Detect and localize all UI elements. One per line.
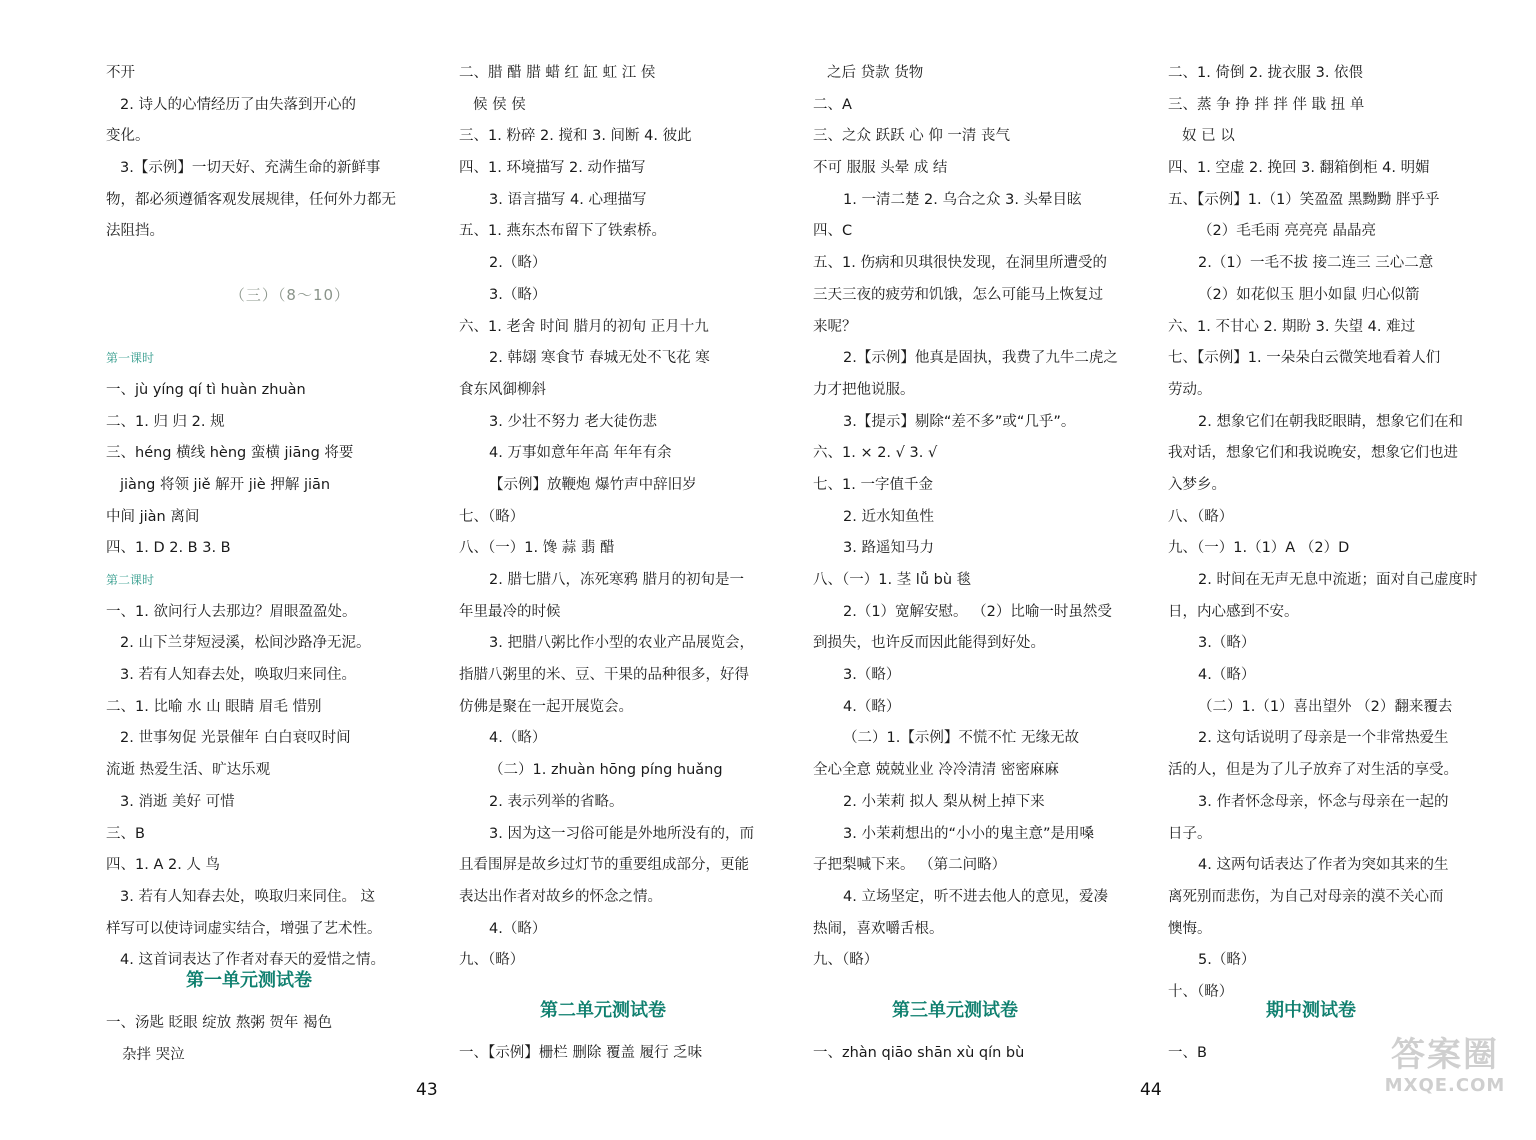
page-number-right: 44 <box>1140 1080 1162 1100</box>
answer-line <box>106 312 474 344</box>
unit1-answer-line: 一、汤匙 眨眼 绽放 熬粥 贺年 褐色 <box>106 1015 333 1031</box>
answer-line: 3. 消逝 美好 可惜 <box>120 793 235 810</box>
answer-line: 2. 世事匆促 光景催年 白白衰叹时间 <box>120 730 351 747</box>
lesson-label: 第二课时 <box>106 573 155 587</box>
answer-line: 2. 小茉莉 拟人 梨从树上掉下来 <box>843 793 1045 810</box>
answer-line: 4.（略） <box>843 698 901 715</box>
answer-line: 且看围屏是故乡过灯节的重要组成部分，更能 <box>459 857 749 874</box>
section-title: （三）（8～10） <box>229 285 351 304</box>
answer-line: 不开 <box>106 65 135 81</box>
answer-line: 法阻挡。 <box>106 223 164 240</box>
answer-line: （二）1.【示例】不慌不忙 无缘无故 <box>843 730 1079 747</box>
answer-line: 2. 近水知鱼性 <box>843 508 934 525</box>
watermark-url: MXQE.COM <box>1384 1075 1506 1096</box>
answer-line: 九、（略） <box>459 952 525 969</box>
answer-line: 3. 少壮不努力 老大徒伤悲 <box>489 413 658 430</box>
answer-line: 四、1. D 2. B 3. B <box>106 540 231 557</box>
page-number-left: 43 <box>416 1080 438 1100</box>
answer-line: 二、1. 归 归 2. 规 <box>106 413 225 430</box>
answer-line: 三、蒸 争 挣 拌 拌 伴 戢 扭 单 <box>1168 96 1365 113</box>
answer-line: 3. 语言描写 4. 心理描写 <box>489 191 647 208</box>
answer-line: 2. 诗人的心情经历了由失落到开心的 <box>120 96 356 113</box>
answer-line: 三、héng 横线 hèng 蛮横 jiāng 将要 <box>106 445 354 462</box>
answer-line: 二、1. 倚倒 2. 拢衣服 3. 依偎 <box>1168 65 1364 81</box>
answer-line: 三、B <box>106 825 145 842</box>
answer-line: 四、1. 空虚 2. 挽回 3. 翻箱倒柜 4. 明媚 <box>1168 160 1430 177</box>
answer-line: 4. 万事如意年年高 年年有余 <box>489 445 672 462</box>
midterm-answer-line: 一、B <box>1168 1045 1207 1061</box>
answer-line: 子把梨喊下来。 （第二问略） <box>813 857 1007 874</box>
answer-line: 2. 这句话说明了母亲是一个非常热爱生 <box>1198 730 1449 747</box>
answer-line: 六、1. 不甘心 2. 期盼 3. 失望 4. 难过 <box>1168 318 1416 335</box>
watermark-logo <box>1370 1035 1520 1097</box>
answer-line: 我对话，想象它们和我说晚安，想象它们也进 <box>1168 445 1458 462</box>
answer-line: 仿佛是聚在一起开展览会。 <box>459 698 633 715</box>
answer-line: 3.（略） <box>1198 635 1256 652</box>
answer-line: 九、（一）1.（1）A （2）D <box>1168 540 1350 557</box>
answer-line: 4.（略） <box>489 730 547 747</box>
midterm-test-heading: 期中测试卷 <box>1266 1000 1356 1021</box>
answer-line: 来呢？ <box>813 318 857 335</box>
answer-line: 年里最冷的时候 <box>459 603 561 620</box>
answer-line: 3.【示例】一切天好、充满生命的新鲜事 <box>120 160 381 177</box>
answer-line: 2. 韩翃 寒食节 春城无处不飞花 寒 <box>489 350 710 367</box>
answer-line: 力才把他说服。 <box>813 381 915 398</box>
answer-line: 样写可以使诗词虚实结合，增强了艺术性。 <box>106 920 382 937</box>
answer-line: 三、1. 粉碎 2. 搅和 3. 间断 4. 彼此 <box>459 128 692 145</box>
answer-column-3 <box>813 58 1181 977</box>
answer-line: 【示例】放鞭炮 爆竹声中辞旧岁 <box>489 476 697 493</box>
answer-line: 六、1. 老舍 时间 腊月的初旬 正月十九 <box>459 318 709 335</box>
answer-line: 4.（略） <box>1198 667 1256 684</box>
answer-line: 4. 这两句话表达了作者为突如其来的生 <box>1198 857 1449 874</box>
answer-line: 3. 若有人知春去处，唤取归来同住。 <box>120 667 356 684</box>
answer-line: 2.【示例】他真是固执，我费了九牛二虎之 <box>843 350 1118 367</box>
answer-line: 2.（略） <box>489 255 547 272</box>
answer-line: 全心全意 兢兢业业 冷冷清清 密密麻麻 <box>813 762 1059 779</box>
answer-line: 3. 作者怀念母亲，怀念与母亲在一起的 <box>1198 793 1449 810</box>
answer-line: 八、（一）1. 茎 lǚ bù 毯 <box>813 572 972 588</box>
answer-line: 五、1. 燕东杰布留下了铁索桥。 <box>459 223 666 240</box>
answer-line: 4.（略） <box>489 920 547 937</box>
unit3-test-heading: 第三单元测试卷 <box>892 1000 1018 1021</box>
answer-line: （二）1.（1）喜出望外 （2）翻来覆去 <box>1198 698 1453 715</box>
answer-line: 热闹，喜欢嚼舌根。 <box>813 920 944 937</box>
answer-line: 3.（略） <box>489 286 547 303</box>
watermark-text: 答案圈 <box>1391 1035 1499 1075</box>
answer-line: 指腊八粥里的米、豆、干果的品种很多，好得 <box>459 667 749 684</box>
lesson-label: 第一课时 <box>106 351 155 366</box>
answer-line: 二、A <box>813 96 852 113</box>
answer-line: 二、1. 比喻 水 山 眼睛 眉毛 惜别 <box>106 698 322 715</box>
answer-line: 七、1. 一字值千金 <box>813 476 933 493</box>
answer-line: 3. 小茉莉想出的“小小的鬼主意”是用嗓 <box>843 825 1094 842</box>
answer-line: 流逝 热爱生活、旷达乐观 <box>106 762 271 779</box>
unit3-answer-line: 一、zhàn qiāo shān xù qín bù <box>813 1045 1025 1061</box>
answer-line: 2. 山下兰芽短浸溪，松间沙路净无泥。 <box>120 635 371 652</box>
answer-line: 活的人，但是为了儿子放弃了对生活的享受。 <box>1168 762 1458 779</box>
answer-line: 4. 立场坚定，听不进去他人的意见，爱凑 <box>843 888 1108 905</box>
answer-line: 十、（略） <box>1168 983 1234 1000</box>
unit2-answer-line: 一、【示例】栅栏 删除 覆盖 履行 乏味 <box>459 1045 703 1061</box>
answer-line: 七、（略） <box>459 508 525 525</box>
answer-line: 一、1. 欲问行人去那边？眉眼盈盈处。 <box>106 603 357 620</box>
answer-line: 不可 服服 头晕 成 结 <box>813 160 948 177</box>
answer-line: 五、【示例】1.（1）笑盈盈 黑黝黝 胖乎乎 <box>1168 191 1440 208</box>
answer-line: 七、【示例】1. 一朵朵白云微笑地看着人们 <box>1168 350 1441 367</box>
unit1-answer-line: 杂拌 哭泣 <box>122 1047 185 1063</box>
answer-line: 食东风御柳斜 <box>459 381 546 398</box>
answer-line: 到损失，也许反而因此能得到好处。 <box>813 635 1045 652</box>
answer-line: 二、腊 醋 腊 蜡 红 缸 虹 江 侯 <box>459 65 656 81</box>
answer-line: 1. 一清二楚 2. 乌合之众 3. 头晕目眩 <box>843 191 1082 208</box>
answer-line: 3.【提示】剔除“差不多”或“几乎”。 <box>843 413 1076 430</box>
answer-line: （二）1. zhuàn hōng píng huǎng <box>489 762 723 779</box>
answer-line: 日子。 <box>1168 825 1212 842</box>
answer-line: 3. 路遥知马力 <box>843 540 934 557</box>
answer-line: 劳动。 <box>1168 381 1212 398</box>
answer-line: 六、1. × 2. √ 3. √ <box>813 445 938 462</box>
answer-line: 三、之众 跃跃 心 仰 一清 丧气 <box>813 128 1011 145</box>
answer-line: 2. 想象它们在朝我眨眼睛，想象它们在和 <box>1198 413 1463 430</box>
answer-line: 2.（1）一毛不拔 接二连三 三心二意 <box>1198 255 1434 272</box>
answer-line: 2.（1）宽解安慰。 （2）比喻一时虽然受 <box>843 603 1112 620</box>
answer-line: 3. 把腊八粥比作小型的农业产品展览会， <box>489 635 754 652</box>
answer-line: 四、1. A 2. 人 鸟 <box>106 857 221 874</box>
answer-line: 离死别而悲伤，为自己对母亲的漠不关心而 <box>1168 888 1444 905</box>
answer-line: 九、（略） <box>813 952 879 969</box>
answer-line: 日，内心感到不安。 <box>1168 603 1299 620</box>
answer-column-1 <box>106 58 474 977</box>
answer-line: 八、（一）1. 馋 蒜 翡 醋 <box>459 540 615 557</box>
answer-line: 一、jù yíng qí tì huàn zhuàn <box>106 381 306 398</box>
answer-line: 3. 因为这一习俗可能是外地所没有的，而 <box>489 825 754 842</box>
answer-line: 2. 时间在无声无息中流逝；面对自己虚度时 <box>1198 572 1478 588</box>
answer-line: 四、1. 环境描写 2. 动作描写 <box>459 160 646 177</box>
answer-line: 三天三夜的疲劳和饥饿，怎么可能马上恢复过 <box>813 286 1103 303</box>
answer-line: 2. 腊七腊八，冻死寒鸦 腊月的初旬是一 <box>489 572 745 588</box>
answer-line: 四、C <box>813 223 853 240</box>
answer-line: 3. 若有人知春去处，唤取归来同住。 这 <box>120 888 376 905</box>
answer-line: 五、1. 伤病和贝琪很快发现，在洞里所遭受的 <box>813 255 1107 272</box>
answer-line: 懊悔。 <box>1168 920 1212 937</box>
answer-line: 4. 这首词表达了作者对春天的爱惜之情。 <box>120 952 385 969</box>
answer-line: 奴 已 以 <box>1182 128 1235 145</box>
answer-line: 物，都必须遵循客观发展规律，任何外力都无 <box>106 191 396 208</box>
answer-line: 2. 表示列举的省略。 <box>489 793 624 810</box>
answer-line: 八、（略） <box>1168 508 1234 525</box>
answer-line: 入梦乡。 <box>1168 476 1226 493</box>
answer-column-4 <box>1168 58 1536 1009</box>
answer-line: （2）如花似玉 胆小如鼠 归心似箭 <box>1198 286 1420 303</box>
answer-line <box>106 248 474 280</box>
answer-line: jiàng 将领 jiě 解开 jiè 押解 jiān <box>120 476 331 493</box>
answer-line: 候 侯 侯 <box>473 96 526 113</box>
answer-line: 中间 jiàn 离间 <box>106 508 200 525</box>
answer-line: （2）毛毛雨 亮亮亮 晶晶亮 <box>1198 223 1376 240</box>
unit2-test-heading: 第二单元测试卷 <box>540 1000 666 1021</box>
answer-line: 之后 贷款 货物 <box>827 65 924 81</box>
answer-column-2 <box>459 58 827 977</box>
unit1-test-heading: 第一单元测试卷 <box>186 970 312 991</box>
answer-line: 变化。 <box>106 128 150 145</box>
answer-line: 表达出作者对故乡的怀念之情。 <box>459 888 662 905</box>
answer-line: 3.（略） <box>843 667 901 684</box>
answer-line: 5.（略） <box>1198 952 1256 969</box>
